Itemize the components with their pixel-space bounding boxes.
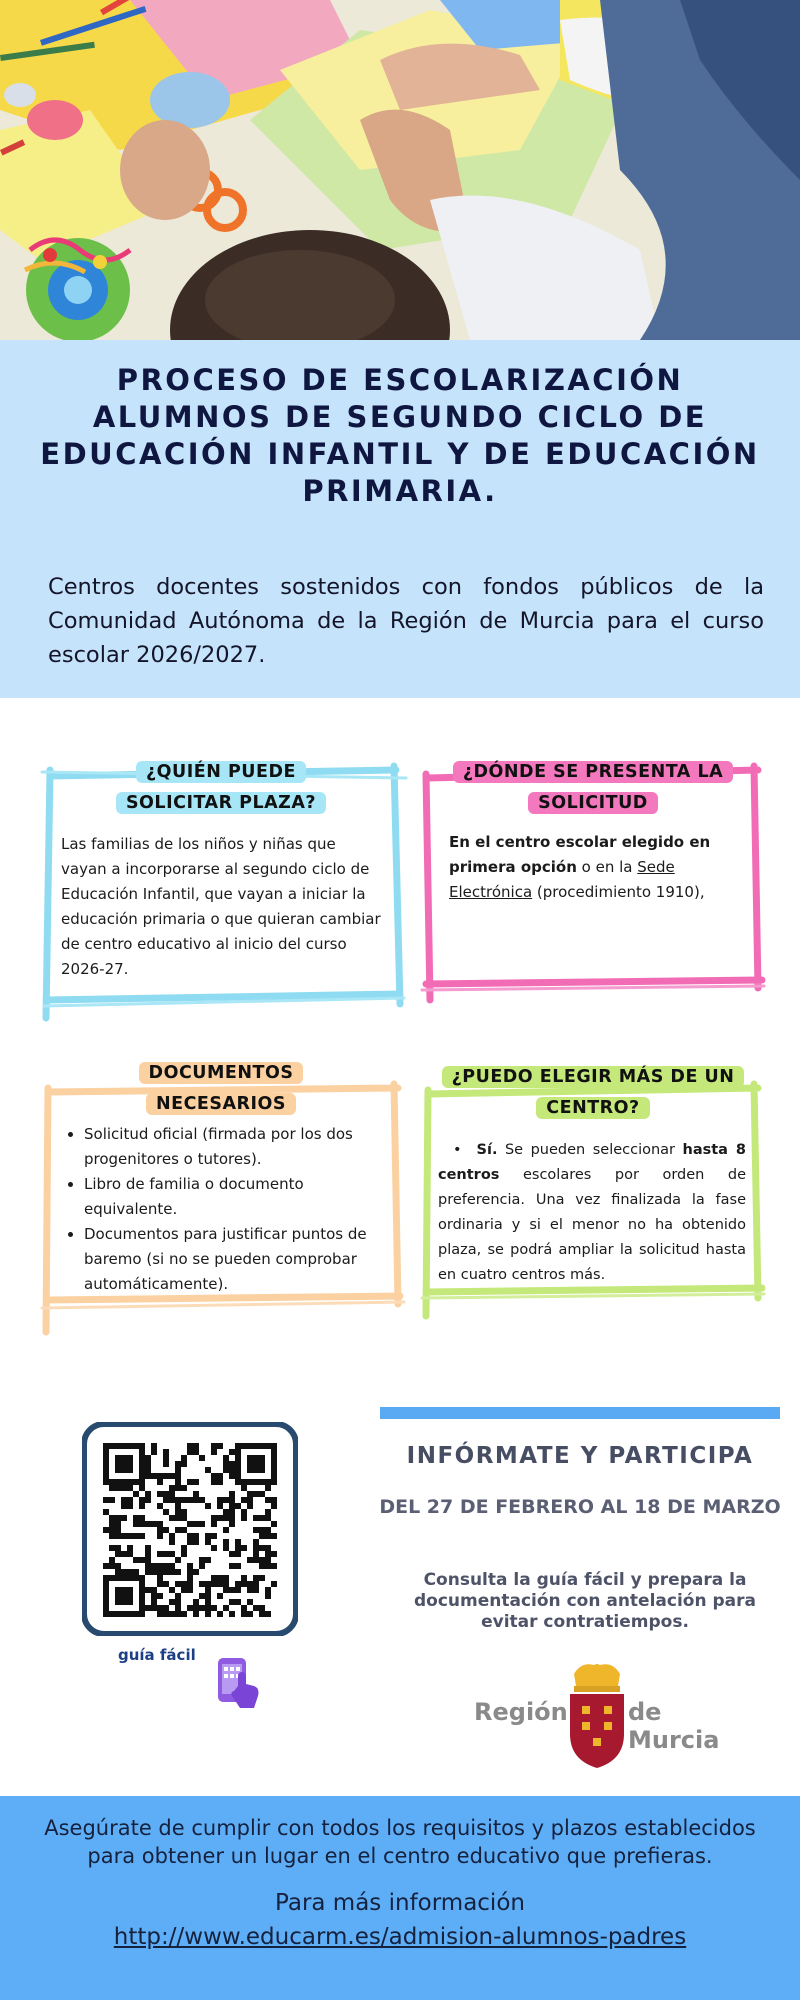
page-subtitle: Centros docentes sostenidos con fondos públicos de la Comunidad Autónoma de la Región de Murcia para el curso escolar 2026/2027. (48, 574, 764, 668)
required-documents-box (36, 1052, 406, 1338)
region-murcia-logo (470, 1660, 760, 1770)
where-text: En el centro escolar elegido en primera opción o en la Sede Electrónica (procedimiento 1910), (449, 833, 711, 901)
title-section (0, 340, 800, 698)
who-text: Las familias de los niños y niñas que vayan a incorporarse al segundo ciclo de Educación Infantil, que vayan a iniciar la educación primaria o que quieran cambiar de centro educativo al inicio del curso 2026-27. (61, 835, 381, 978)
more-info-link[interactable]: http://www.educarm.es/admision-alumnos-padres (113, 1924, 687, 1950)
choose-centers-box (418, 1058, 766, 1322)
docs-item: • Documentos para justificar puntos de baremo (si no se pueden comprobar automáticamente). (84, 1222, 390, 1297)
where-heading: ¿DÓNDE SE PRESENTA LA SOLICITUD (432, 757, 754, 819)
dates-text: DEL 27 DE FEBRERO AL 18 DE MARZO (379, 1496, 781, 1518)
logo-word-de-murcia: de Murcia (628, 1698, 720, 1754)
who-can-apply-box (36, 748, 406, 1028)
inform-title: INFÓRMATE Y PARTICIPA (406, 1443, 754, 1469)
where-to-apply-box (418, 748, 766, 1008)
logo-word-region: Región (474, 1698, 568, 1726)
header-photo (0, 0, 800, 340)
consult-text: Consulta la guía fácil y prepara la documentación con antelación para evitar contratiempos. (414, 1570, 756, 1632)
accent-bar (380, 1407, 780, 1419)
children-crafting-image (0, 0, 800, 340)
footer (0, 1796, 800, 2000)
who-heading: ¿QUIÉN PUEDE SOLICITAR PLAZA? (96, 757, 346, 819)
sede-electronica-link[interactable]: Sede Electrónica (449, 858, 675, 901)
phone-touch-icon (212, 1656, 268, 1712)
docs-list (56, 1122, 390, 1297)
qr-code-icon (82, 1422, 298, 1636)
footer-message: Asegúrate de cumplir con todos los requisitos y plazos establecidos para obtener un lugar en el centro educativo que prefieras. (44, 1816, 756, 1868)
page-title: PROCESO DE ESCOLARIZACIÓN ALUMNOS DE SEGUNDO CICLO DE EDUCACIÓN INFANTIL Y DE EDUCACIÓN PRIMARIA. (40, 363, 760, 508)
qr-caption: guía fácil (118, 1646, 196, 1664)
docs-item: • Solicitud oficial (firmada por los dos progenitores o tutores). (84, 1122, 390, 1172)
region-murcia-crest-icon (562, 1660, 632, 1770)
docs-item: • Libro de familia o documento equivalente. (84, 1172, 390, 1222)
qr-code[interactable] (82, 1422, 298, 1636)
more-info-label: Para más información (275, 1890, 525, 1916)
choose-heading: ¿PUEDO ELEGIR MÁS DE UN CENTRO? (432, 1062, 754, 1124)
choose-text: • Sí. Se pueden seleccionar hasta 8 centros escolares por orden de preferencia. Una vez finalizada la fase ordinaria y si el menor no ha obtenido plaza, se podrá ampliar la solicitud hasta en cuatro centros más. (438, 1142, 746, 1283)
docs-heading: DOCUMENTOS NECESARIOS (106, 1058, 336, 1120)
